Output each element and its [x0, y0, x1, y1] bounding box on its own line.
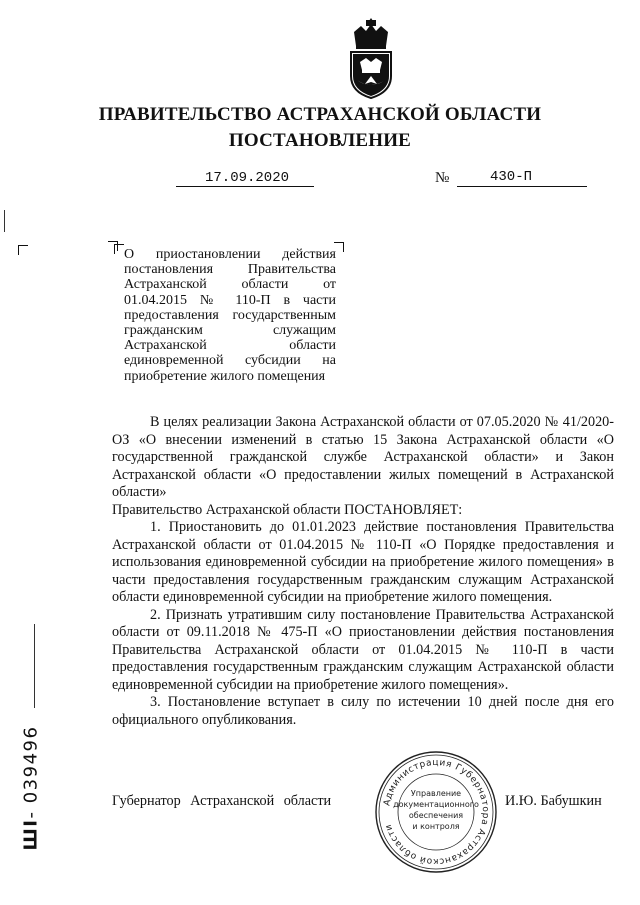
subject-corner-mark: [114, 244, 124, 254]
serial-prefix: ШI: [20, 818, 42, 851]
margin-mark: [4, 210, 5, 232]
stamp-center-line-4: и контроля: [412, 822, 460, 831]
subject-block: О приостановлении действия постановления Правительства Астраханской области от 01.04.2015 № 110-П в части предоставления государственным гражданским служащим Астраханской области единовременной субсидии на приобретение жилого помещения: [124, 247, 336, 384]
margin-corner-mark: [18, 245, 28, 255]
serial-number: - 039496: [20, 725, 42, 819]
document-number: 430-П: [489, 169, 532, 185]
date-underline: [176, 186, 314, 187]
item-paragraph-3: 3. Постановление вступает в силу по истечении 10 дней после дня его официального опубликования.: [112, 694, 614, 728]
preamble-paragraph: В целях реализации Закона Астраханской области от 07.05.2020 № 41/2020-ОЗ «О внесении изменений в статью 15 Закона Астраханской области «О государственной гражданской службе Астраханской области» и Закон Астраханской области «О предоставлении жилых помещений в Астраханской области»: [112, 414, 614, 500]
form-serial-number: [16, 718, 46, 858]
official-stamp: [374, 750, 498, 874]
astrakhan-coat-of-arms: [346, 18, 396, 100]
document-body: [112, 414, 614, 729]
stamp-ring-text: Администрация Губернатора Астраханской области: [382, 757, 491, 867]
number-label: №: [435, 170, 450, 186]
item-paragraph-1: 1. Приостановить до 01.01.2023 действие постановления Правительства Астраханской области от 01.04.2015 № 110-П «О Порядке предоставления и использования единовременной субсидии на приобретение жилого помещения» в части предоставления государственным гражданским служащим Астраханской области единовременной субсидии на приобретение жилого помещения.: [112, 519, 614, 605]
stamp-center-line-2: документационного: [393, 800, 479, 809]
organization-title: ПРАВИТЕЛЬСТВО АСТРАХАНСКОЙ ОБЛАСТИ: [98, 104, 542, 125]
resolution-line: Правительство Астраханской области ПОСТАНОВЛЯЕТ:: [112, 501, 463, 518]
stamp-center-line-3: обеспечения: [408, 811, 464, 820]
number-underline: [457, 186, 587, 187]
document-type-title: ПОСТАНОВЛЕНИЕ: [228, 130, 412, 151]
document-date: 17.09.2020: [204, 170, 289, 186]
signatory-position: Губернатор Астраханской области: [112, 793, 332, 809]
item-paragraph-2: 2. Признать утратившим силу постановление Правительства Астраханской области от 09.11.2018 № 475-П «О приостановлении действия постановления Правительства Астраханской области от 01.04.2015 № 110-П в части предоставления государственным гражданским служащим Астраханской области единовременной субсидии на приобретение жилого помещения».: [112, 606, 614, 693]
signatory-name: И.Ю. Бабушкин: [505, 793, 602, 809]
stamp-center-line-1: Управление: [410, 789, 462, 798]
margin-mark: [34, 624, 35, 708]
